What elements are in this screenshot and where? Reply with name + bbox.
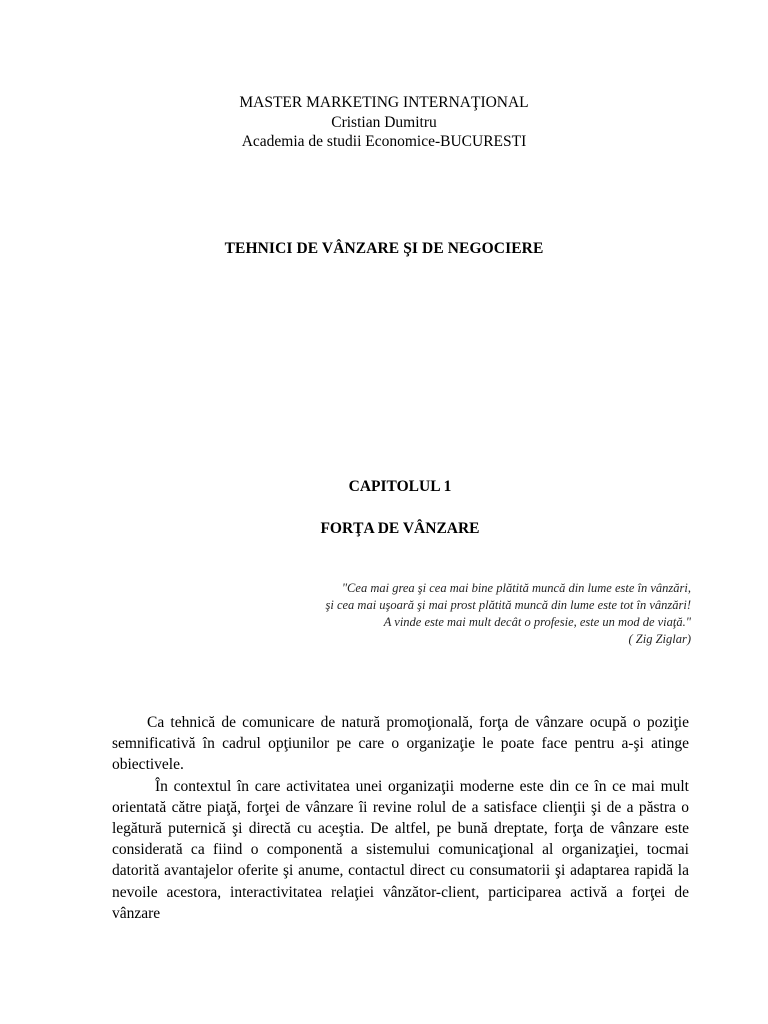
- title-page-header: [0, 93, 768, 152]
- body-text: [112, 712, 689, 924]
- body-paragraph: În contextul în care activitatea unei organizaţii moderne este din ce în ce mai mult orientată către piaţă, forţei de vânzare îi revine rolul de a satisface clienţii şi de a păstra o legătură puternică şi directă cu aceştia. De altfel, pe bună dreptate, forţa de vânzare este considerată ca fiind o componentă a sistemului comunicaţional al organizaţiei, tocmai datorită avantajelor oferite şi anume, contactul direct cu consumatorii şi adaptarea rapidă la nevoile acestora, interactivitatea relaţiei vânzător-client, participarea activă a forţei de vânzare: [112, 777, 689, 922]
- chapter-title: FORŢA DE VÂNZARE: [320, 520, 480, 537]
- epigraph-line: "Cea mai grea şi cea mai bine plătită muncă din lume este în vânzări,: [341, 581, 691, 595]
- epigraph-quote: [171, 580, 691, 648]
- epigraph-attribution: ( Zig Ziglar): [628, 632, 691, 646]
- institution-name: Academia de studii Economice-BUCURESTI: [241, 133, 527, 150]
- document-title: TEHNICI DE VÂNZARE ŞI DE NEGOCIERE: [224, 240, 544, 257]
- author-name: Cristian Dumitru: [331, 113, 437, 131]
- chapter-number: CAPITOLUL 1: [348, 478, 452, 495]
- program-name: MASTER MARKETING INTERNAŢIONAL: [239, 94, 529, 111]
- body-paragraph: Ca tehnică de comunicare de natură promoţională, forţa de vânzare ocupă o poziţie semnificativă în cadrul opţiunilor pe care o organizaţie le poate face pentru a-şi atinge obiectivele.: [112, 714, 689, 774]
- epigraph-line: A vinde este mai mult decât o profesie, este un mod de viaţă.": [383, 615, 691, 629]
- epigraph-line: şi cea mai uşoară şi mai prost plătită muncă din lume este tot în vânzări!: [325, 598, 691, 612]
